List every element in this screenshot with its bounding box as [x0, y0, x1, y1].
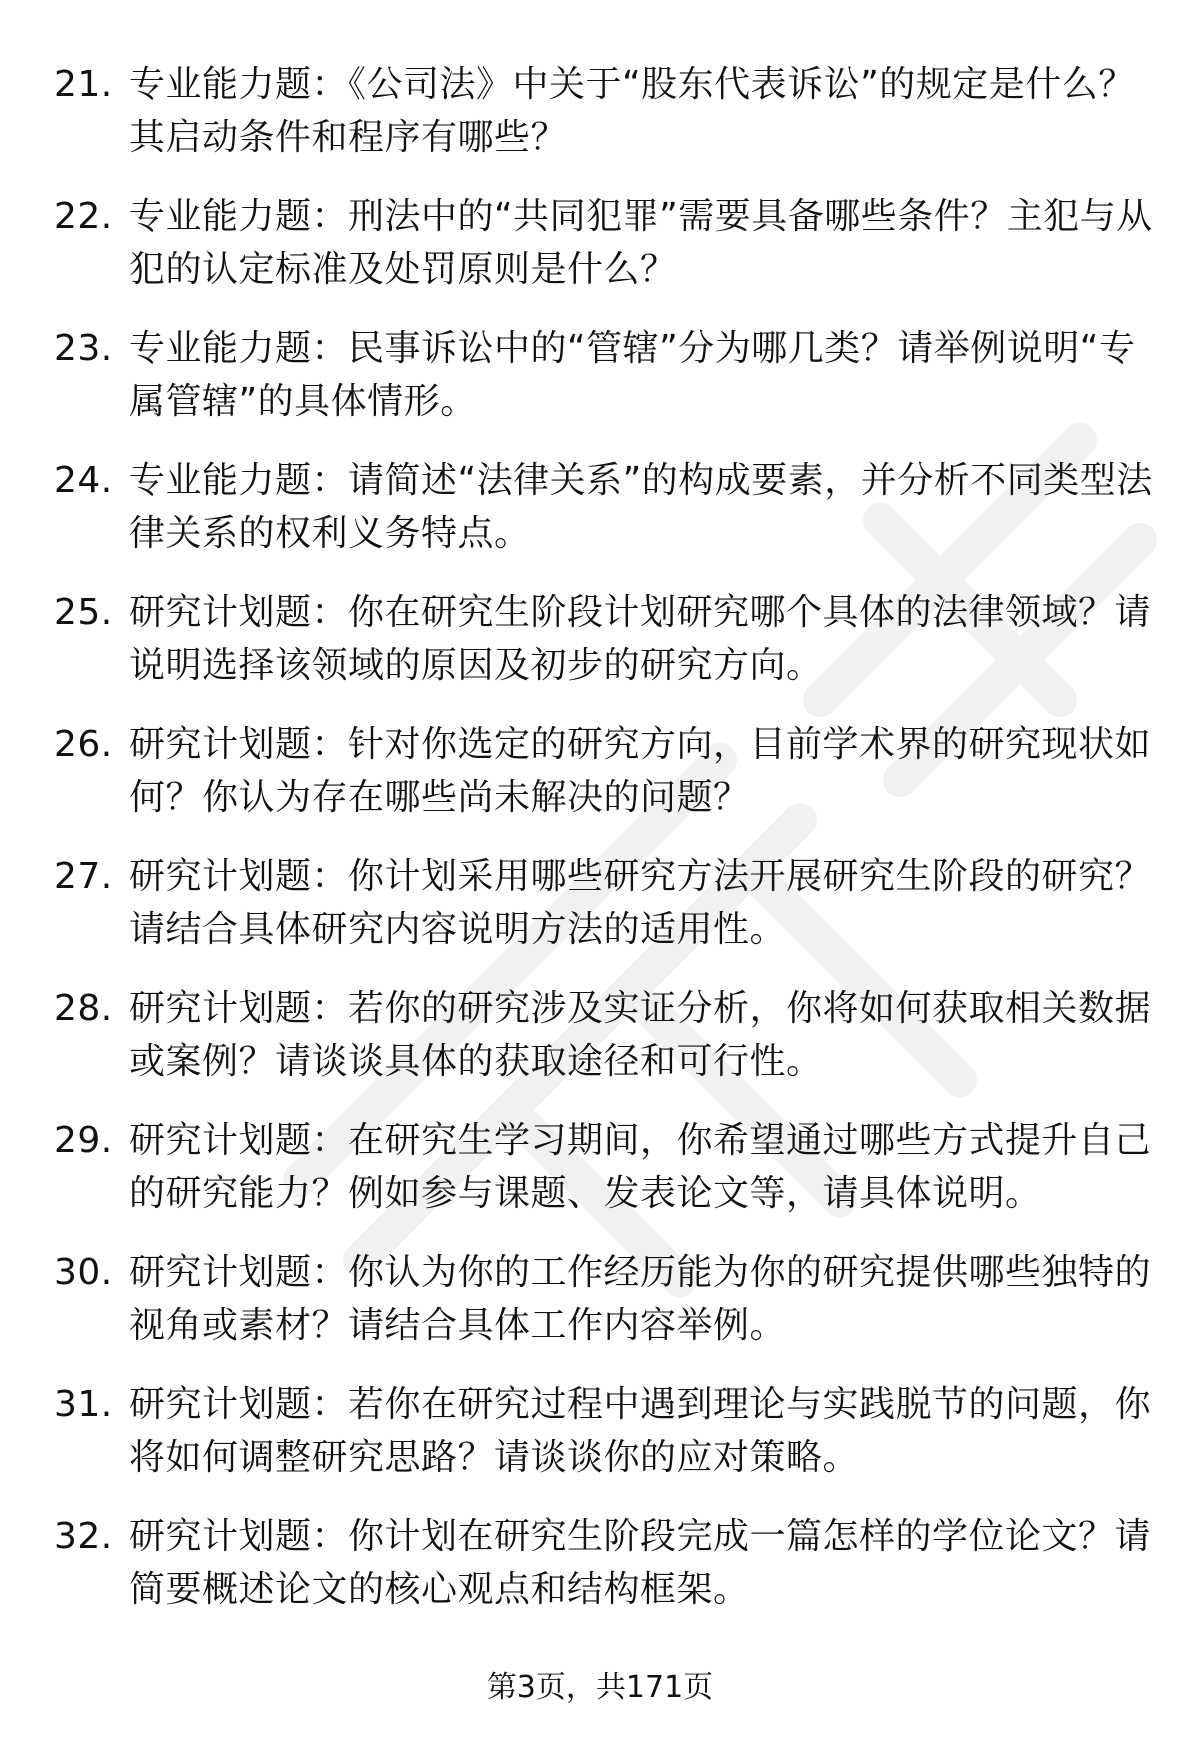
question-number: 28.: [54, 988, 113, 1029]
question-item: [54, 718, 1154, 824]
question-text: 专业能力题：请简述“法律关系”的构成要素，并分析不同类型法律关系的权利义务特点。: [129, 460, 1153, 554]
question-text: 专业能力题：《公司法》中关于“股东代表诉讼”的规定是什么？其启动条件和程序有哪些？: [129, 64, 1135, 158]
question-item: [54, 850, 1154, 956]
question-number: 24.: [54, 460, 113, 501]
question-text: 研究计划题：针对你选定的研究方向，目前学术界的研究现状如何？你认为存在哪些尚未解决的问题？: [129, 724, 1152, 818]
question-item: [54, 1246, 1154, 1352]
question-text: 专业能力题：民事诉讼中的“管辖”分为哪几类？请举例说明“专属管辖”的具体情形。: [129, 328, 1136, 422]
question-text: 研究计划题：你计划在研究生阶段完成一篇怎样的学位论文？请简要概述论文的核心观点和结构框架。: [129, 1516, 1152, 1610]
question-item: [54, 58, 1154, 164]
question-item: [54, 982, 1154, 1088]
question-item: [54, 190, 1154, 296]
question-number: 27.: [54, 856, 113, 897]
question-list: [54, 58, 1154, 1642]
question-item: [54, 1510, 1154, 1616]
question-number: 21.: [54, 64, 113, 105]
question-number: 31.: [54, 1384, 113, 1425]
question-number: 26.: [54, 724, 113, 765]
question-number: 29.: [54, 1120, 113, 1161]
question-item: [54, 454, 1154, 560]
question-text: 研究计划题：若你在研究过程中遇到理论与实践脱节的问题，你将如何调整研究思路？请谈谈你的应对策略。: [129, 1384, 1152, 1478]
question-item: [54, 1378, 1154, 1484]
question-text: 研究计划题：你在研究生阶段计划研究哪个具体的法律领域？请说明选择该领域的原因及初步的研究方向。: [129, 592, 1152, 686]
question-number: 30.: [54, 1252, 113, 1293]
question-text: 专业能力题：刑法中的“共同犯罪”需要具备哪些条件？主犯与从犯的认定标准及处罚原则是什么？: [129, 196, 1153, 290]
question-text: 研究计划题：若你的研究涉及实证分析，你将如何获取相关数据或案例？请谈谈具体的获取途径和可行性。: [129, 988, 1152, 1082]
question-text: 研究计划题：你计划采用哪些研究方法开展研究生阶段的研究？请结合具体研究内容说明方法的适用性。: [129, 856, 1152, 950]
question-number: 22.: [54, 196, 113, 237]
question-number: 32.: [54, 1516, 113, 1557]
question-item: [54, 322, 1154, 428]
page-indicator: 第3页，共171页: [486, 1670, 714, 1705]
question-number: 23.: [54, 328, 113, 369]
question-text: 研究计划题：你认为你的工作经历能为你的研究提供哪些独特的视角或素材？请结合具体工作内容举例。: [129, 1252, 1152, 1346]
question-item: [54, 1114, 1154, 1220]
question-number: 25.: [54, 592, 113, 633]
question-item: [54, 586, 1154, 692]
question-text: 研究计划题：在研究生学习期间，你希望通过哪些方式提升自己的研究能力？例如参与课题、发表论文等，请具体说明。: [129, 1120, 1152, 1214]
